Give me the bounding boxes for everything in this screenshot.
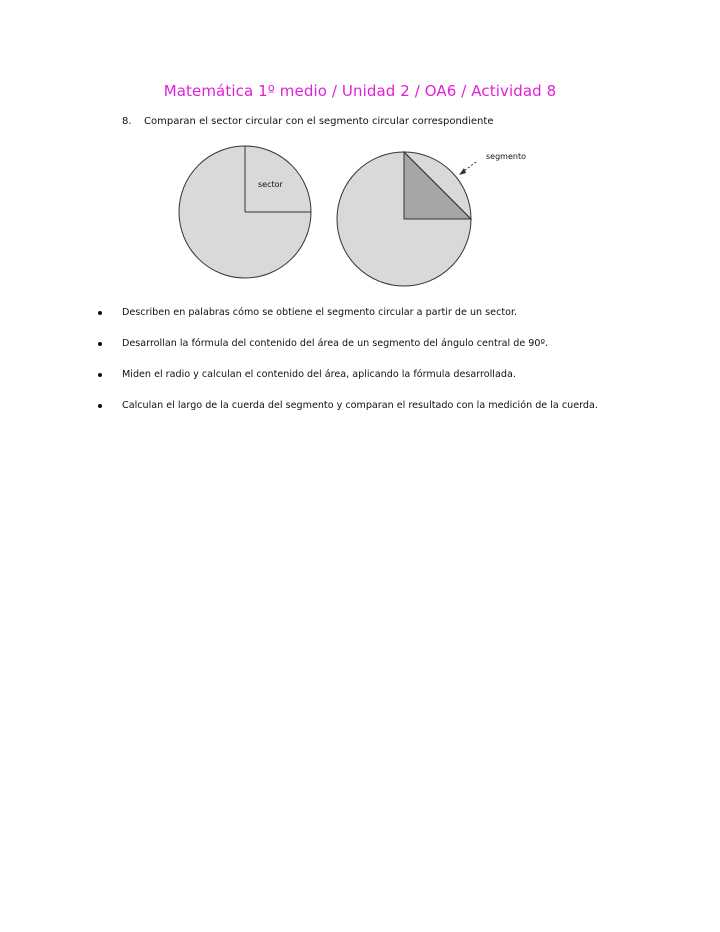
bullet-icon <box>98 342 102 346</box>
list-item <box>96 367 616 383</box>
question-number: 8. <box>122 116 132 127</box>
list-item <box>96 305 616 321</box>
sector-segment-figure <box>170 140 550 290</box>
bullet-icon <box>98 311 102 315</box>
segment-arrow-head <box>459 168 466 175</box>
list-item <box>96 398 616 414</box>
list-item-text: Describen en palabras cómo se obtiene el segmento circular a partir de un sector. <box>122 307 518 318</box>
bullet-icon <box>98 404 102 408</box>
list-item <box>96 336 616 352</box>
page-title: Matemática 1º medio / Unidad 2 / OA6 / Actividad 8 <box>163 82 557 100</box>
segment-label: segmento <box>486 152 526 161</box>
activity-list <box>96 305 616 429</box>
question-text: Comparan el sector circular con el segmento circular correspondiente <box>144 116 494 127</box>
question <box>122 116 493 127</box>
sector-label: sector <box>258 180 283 189</box>
list-item-text: Desarrollan la fórmula del contenido del área de un segmento del ángulo central de 90º. <box>122 338 549 349</box>
list-item-text: Miden el radio y calculan el contenido del área, aplicando la fórmula desarrollada. <box>122 369 516 380</box>
bullet-icon <box>98 373 102 377</box>
figure-svg <box>170 140 550 290</box>
list-item-text: Calculan el largo de la cuerda del segmento y comparan el resultado con la medición de la cuerda. <box>122 400 598 411</box>
